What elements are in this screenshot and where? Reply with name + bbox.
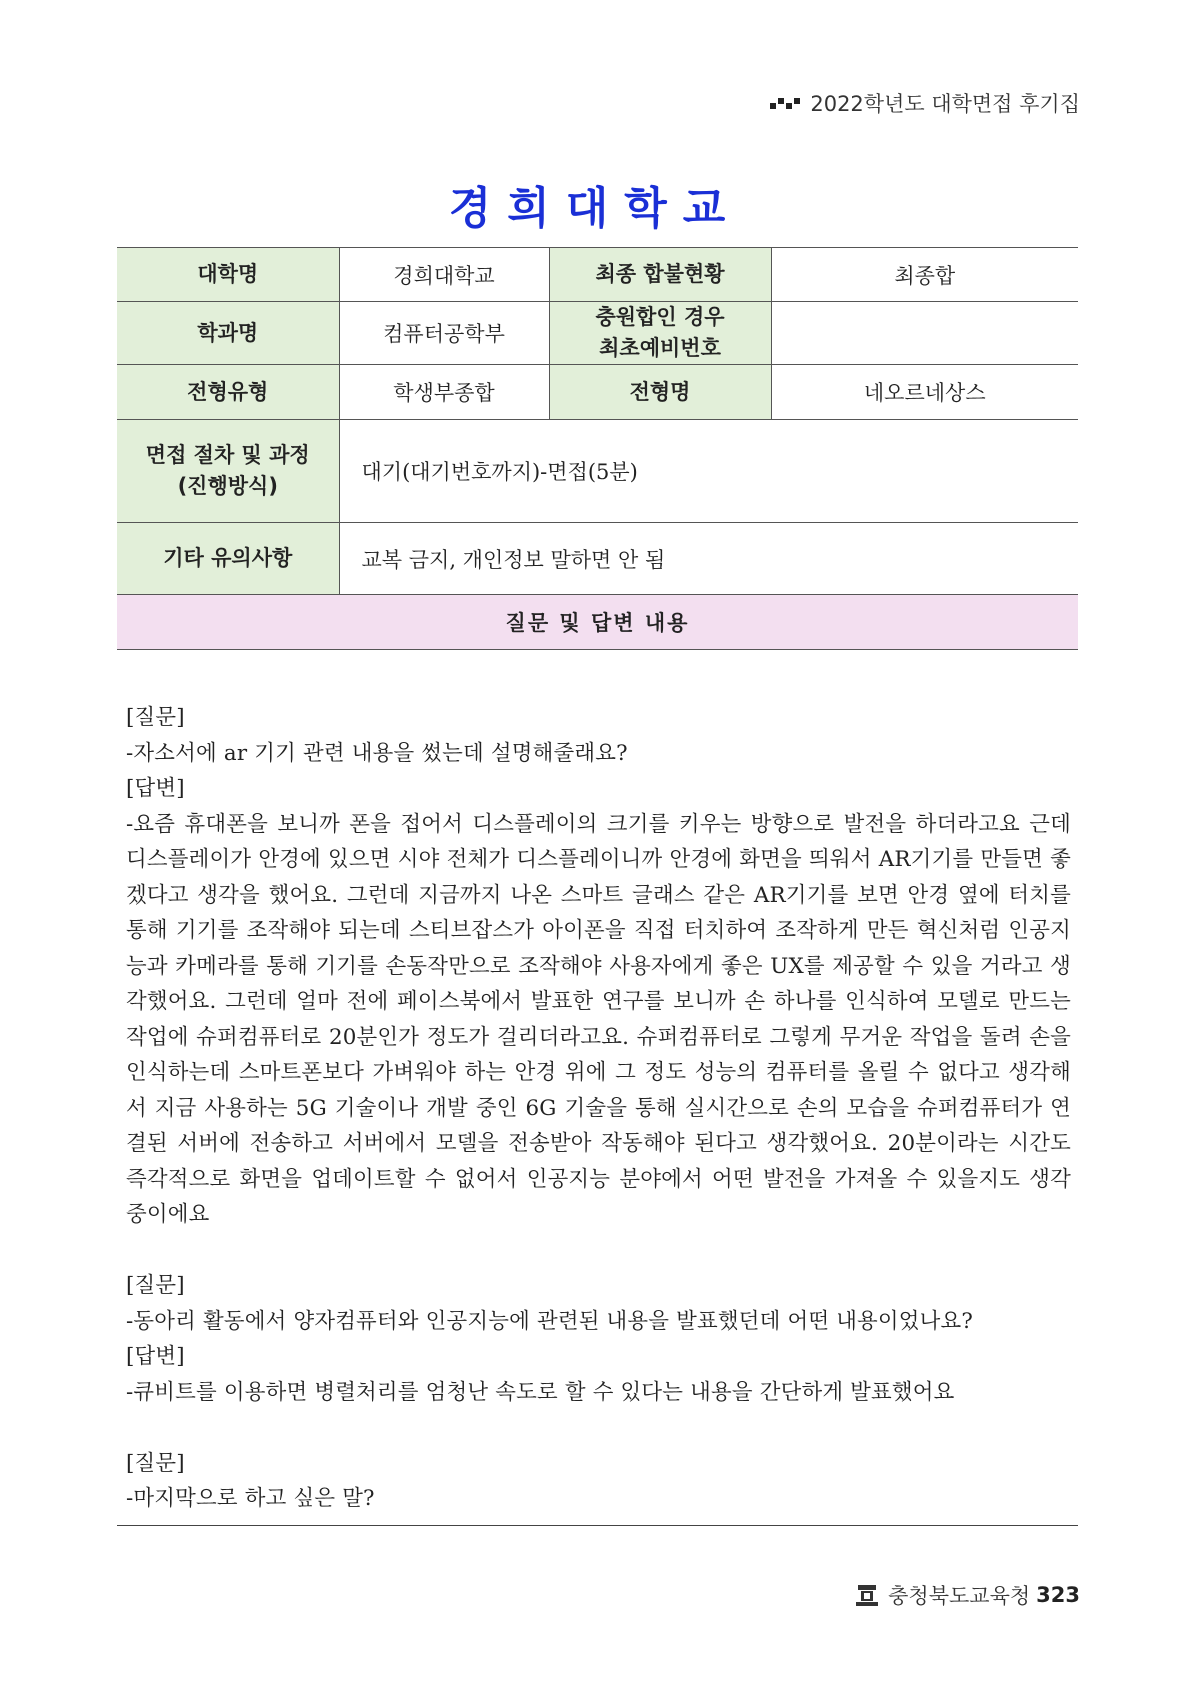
label-interview-process-line1: 면접 절차 및 과정: [145, 443, 310, 467]
question-label: [질문]: [126, 1450, 185, 1476]
label-final-result: 최종 합불현황: [549, 248, 771, 302]
label-university: 대학명: [117, 248, 339, 302]
table-row: [117, 302, 1078, 365]
table-row: [117, 365, 1078, 420]
label-notes: 기타 유의사항: [117, 523, 339, 595]
question-text: -동아리 활동에서 양자컴퓨터와 인공지능에 관련된 내용을 발표했던데 어떤 내용이었나요?: [126, 1308, 974, 1334]
qa-section-header: 질문 및 답변 내용: [117, 595, 1078, 650]
page-number: 323: [1036, 1583, 1080, 1607]
page-title: 경희대학교: [448, 183, 742, 234]
value-admission-name: 네오르네상스: [771, 365, 1078, 420]
value-department: 컴퓨터공학부: [339, 302, 549, 365]
qa-content: [126, 700, 1071, 1517]
label-interview-process: [117, 420, 339, 523]
table-row: [117, 420, 1078, 523]
table-row: [117, 523, 1078, 595]
table-row: [117, 248, 1078, 302]
table-row: [117, 595, 1078, 650]
value-university: 경희대학교: [339, 248, 549, 302]
page-header: [770, 88, 1080, 118]
value-interview-process: 대기(대기번호까지)-면접(5분): [339, 420, 1078, 523]
bottom-divider: [117, 1525, 1078, 1526]
value-final-result: 최종합: [771, 248, 1078, 302]
info-table: [117, 247, 1078, 650]
value-admission-type: 학생부종합: [339, 365, 549, 420]
label-interview-process-line2: (진행방식): [177, 474, 278, 498]
answer-text: -큐비트를 이용하면 병렬처리를 엄청난 속도로 할 수 있다는 내용을 간단하게 발표했어요: [126, 1379, 955, 1405]
label-admission-type: 전형유형: [117, 365, 339, 420]
question-text: -마지막으로 하고 싶은 말?: [126, 1486, 375, 1511]
page-footer: [854, 1580, 1080, 1610]
question-label: [질문]: [126, 1273, 185, 1298]
answer-text: -요즘 휴대폰을 보니까 폰을 접어서 디스플레이의 크기를 키우는 방향으로 발전을 하더라고요 근데 디스플레이가 안경에 있으면 시야 전체가 디스플레이니까 안경에 화면을 띄워서 AR기기를 만들면 좋겠다고 생각을 했어요. 그런데 지금까지 나온 스마트 글래스 같은 AR기기를 보면 안경 옆에 터치를 통해 기기를 조작해야 되는데 스티브잡스가 아이폰을 직접 터치하여 조작하게 만든 혁신처럼 인공지능과 카메라를 통해 기기를 손동작만으로 조작해야 사용자에게 좋은 UX를 제공할 수 있을 거라고 생각했어요. 그런데 얼마 전에 페이스북에서 발표한 연구를 보니까 손 하나를 인식하여 모델로 만드는 작업에 슈퍼컴퓨터로 20분인가 정도가 걸리더라고요. 슈퍼컴퓨터로 그렇게 무거운 작업을 돌려 손을 인식하는데 스마트폰보다 가벼워야 하는 안경 위에 그 정도 성능의 컴퓨터를 올릴 수 없다고 생각해서 지금 사용하는 5G 기술이나 개발 중인 6G 기술을 통해 실시간으로 손의 모습을 슈퍼컴퓨터가 연결된 서버에 전송하고 서버에서 모델을 전송받아 작동해야 된다고 생각했어요. 20분이라는 시간도 즉각적으로 화면을 업데이트할 수 없어서 인공지능 분야에서 어떤 발전을 가져올 수 있을지도 생각 중이에요: [126, 811, 1071, 1227]
label-waitlist: [549, 302, 771, 365]
label-department: 학과명: [117, 302, 339, 365]
label-admission-name: 전형명: [549, 365, 771, 420]
header-squares-icon: [770, 98, 800, 109]
answer-label: [답변]: [126, 776, 185, 801]
question-label: [질문]: [126, 705, 185, 730]
label-waitlist-line1: 충원합인 경우: [595, 305, 725, 329]
header-text: 2022학년도 대학면접 후기집: [810, 92, 1080, 116]
footer-org: 충청북도교육청: [888, 1584, 1031, 1608]
question-text: -자소서에 ar 기기 관련 내용을 썼는데 설명해줄래요?: [126, 740, 628, 766]
answer-label: [답변]: [126, 1344, 185, 1369]
label-waitlist-line2: 최초예비번호: [599, 336, 721, 360]
value-waitlist: [771, 302, 1078, 365]
value-notes: 교복 금지, 개인정보 말하면 안 됨: [339, 523, 1078, 595]
education-office-logo-icon: [854, 1583, 880, 1607]
